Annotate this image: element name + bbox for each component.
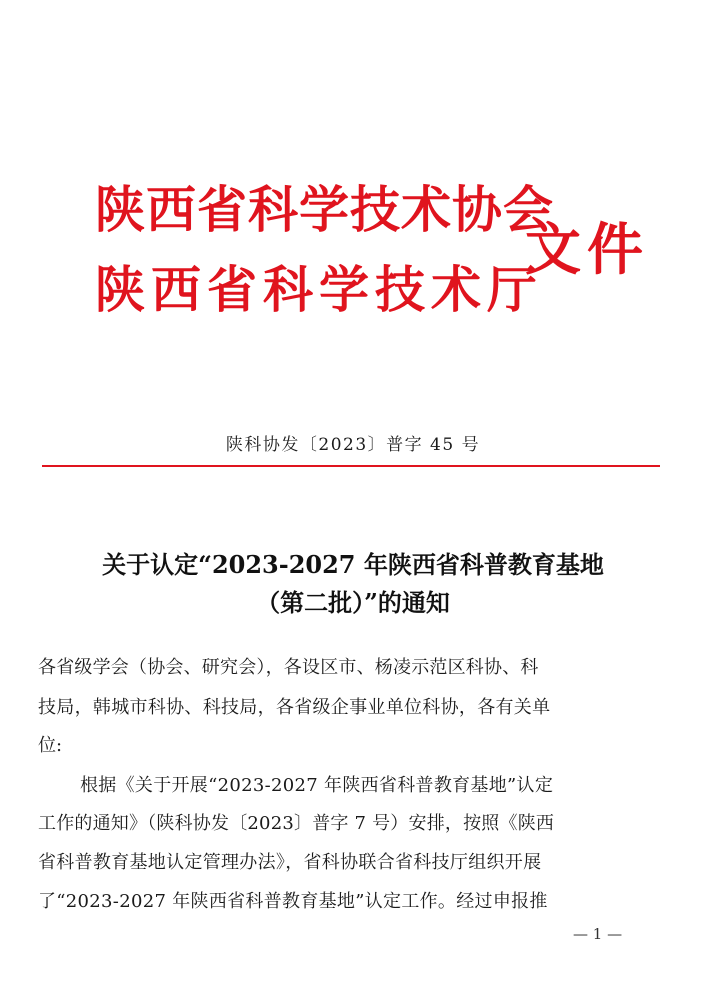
body-line: 省科普教育基地认定管理办法》，省科协联合省科技厅组织开展 <box>38 852 542 873</box>
body-line: 各省级学会（协会、研究会），各设区市、杨凌示范区科协、科 <box>38 657 539 678</box>
body-line: 了“2023-2027 年陕西省科普教育基地”认定工作。经过申报推 <box>38 891 548 912</box>
document-title-line-2: （第二批）”的通知 <box>256 588 450 617</box>
header-divider <box>42 465 660 467</box>
body-line: 位: <box>38 735 63 756</box>
document-number: 陕科协发〔2023〕普字 45 号 <box>225 435 481 455</box>
document-title-line-1: 关于认定“2023-2027 年陕西省科普教育基地 <box>102 550 604 579</box>
document-header <box>95 180 655 340</box>
issuer-name-1: 陕西省科学技术协会 <box>95 181 554 239</box>
body-line: 工作的通知》（陕科协发〔2023〕普字 7 号）安排，按照《陕西 <box>38 813 555 834</box>
page-number: — 1 — <box>573 925 623 943</box>
body-line: 根据《关于开展“2023-2027 年陕西省科普教育基地”认定 <box>80 775 554 796</box>
body-line: 技局，韩城市科协、科技局，各省级企事业单位科协，各有关单 <box>38 697 551 718</box>
document-type-label: 文件 <box>525 218 649 283</box>
issuer-name-2: 陕西省科学技术厅 <box>95 261 543 319</box>
